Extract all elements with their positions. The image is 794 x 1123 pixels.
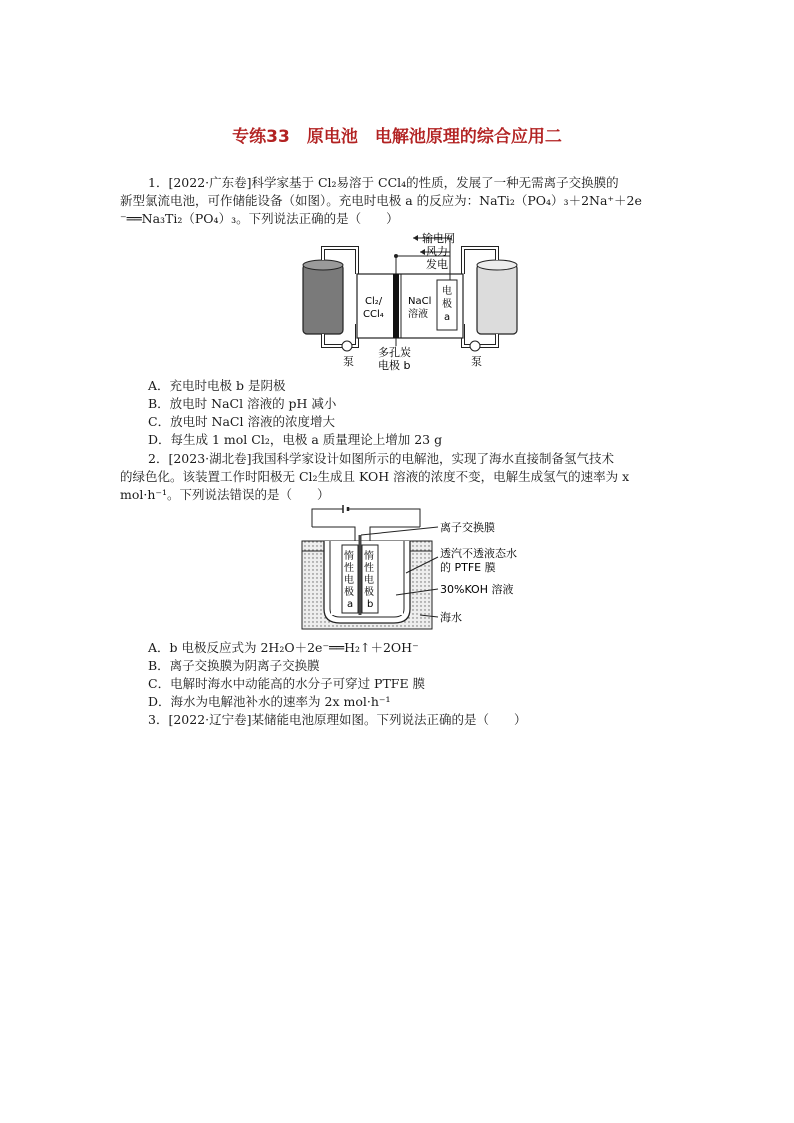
q1-option-c: C．放电时 NaCl 溶液的浓度增大 (148, 414, 335, 429)
q1-stem-line-3: ⁻══Na₃Ti₂（PO₄）₃。下列说法正确的是（ ） (120, 211, 399, 226)
electrode-a-char-2: 性 (344, 563, 354, 574)
koh-label: 30%KOH 溶液 (440, 583, 514, 596)
carbon-electrode-label-1: 多孔炭 (378, 346, 411, 359)
electrode-a-label-3: a (444, 312, 451, 323)
right-tank-top (477, 260, 517, 270)
left-cell-label-2: CCl₄ (363, 309, 384, 320)
grid-label: 输电网 (422, 232, 455, 245)
q2-stem-line-3: mol·h⁻¹。下列说法错误的是（ ） (120, 487, 330, 502)
seawater-electrolysis-figure (300, 505, 530, 635)
q2-option-a: A．b 电极反应式为 2H₂O＋2e⁻══H₂↑＋2OH⁻ (148, 640, 419, 655)
carbon-electrode-label-2: 电极 b (378, 359, 411, 372)
electrode-a-char-4: 极 (344, 587, 354, 598)
electrode-b-char-2: 性 (364, 563, 374, 574)
q1-option-b: B．放电时 NaCl 溶液的 pH 减小 (148, 396, 337, 411)
electrode-a-char-5: a (347, 599, 354, 610)
q3-stem: 3．[2022·辽宁卷]某储能电池原理如图。下列说法正确的是（ ） (148, 712, 527, 727)
page-title: 专练33 原电池 电解池原理的综合应用二 (232, 127, 562, 147)
electrode-a-char-3: 电 (344, 575, 354, 586)
right-cell-label-2: 溶液 (408, 309, 428, 320)
seawater-label: 海水 (440, 611, 462, 624)
electrode-b-char-1: 惰 (364, 551, 374, 562)
wind-label-1: 风力 (426, 245, 448, 258)
q1-stem-line-1: 1．[2022·广东卷]科学家基于 Cl₂易溶于 CCl₄的性质，发展了一种无需离子交换膜的 (148, 175, 619, 190)
q2-stem-line-2: 的绿色化。该装置工作时阳极无 Cl₂生成且 KOH 溶液的浓度不变，电解生成氢气的速率为 x (120, 469, 630, 484)
electrode-a-char-1: 惰 (344, 551, 354, 562)
left-tank (303, 264, 343, 334)
left-pump (342, 341, 352, 351)
right-pump-label: 泵 (471, 355, 482, 368)
left-tank-top (303, 260, 343, 270)
wire-right (348, 509, 420, 527)
q2-stem-line-1: 2．[2023·湖北卷]我国科学家设计如图所示的电解池，实现了海水直接制备氢气技术 (148, 451, 614, 466)
wire-left (312, 509, 343, 527)
electrode-a-label-2: 极 (442, 299, 452, 310)
electrode-b-char-5: b (367, 599, 374, 610)
ptfe-label-1: 透汽不透液态水 (440, 547, 517, 560)
right-pump (470, 341, 480, 351)
right-tank (477, 264, 517, 334)
electrode-a-label-1: 电 (442, 286, 452, 297)
porous-carbon-electrode-b (393, 274, 399, 338)
wind-label-2: 发电 (426, 258, 448, 271)
chlorine-flow-battery-figure (295, 228, 525, 373)
ion-exchange-membrane (359, 535, 362, 615)
q1-option-d: D．每生成 1 mol Cl₂，电极 a 质量理论上增加 23 g (148, 432, 443, 447)
q2-option-d: D．海水为电解池补水的速率为 2x mol·h⁻¹ (148, 694, 391, 709)
electrode-b-char-4: 极 (364, 587, 374, 598)
q2-option-b: B．离子交换膜为阴离子交换膜 (148, 658, 320, 673)
right-cell-label-1: NaCl (408, 296, 432, 307)
electrode-b-char-3: 电 (364, 575, 374, 586)
left-pump-label: 泵 (343, 355, 354, 368)
q2-option-c: C．电解时海水中动能高的水分子可穿过 PTFE 膜 (148, 676, 426, 691)
membrane-label: 离子交换膜 (440, 521, 495, 534)
q1-option-a: A．充电时电极 b 是阴极 (148, 378, 286, 393)
q1-stem-line-2: 新型氯流电池，可作储能设备（如图）。充电时电极 a 的反应为：NaTi₂（PO₄）₃＋2Na⁺＋2e (120, 193, 642, 208)
ptfe-label-2: 的 PTFE 膜 (440, 561, 496, 574)
left-cell-label-1: Cl₂/ (365, 296, 383, 307)
